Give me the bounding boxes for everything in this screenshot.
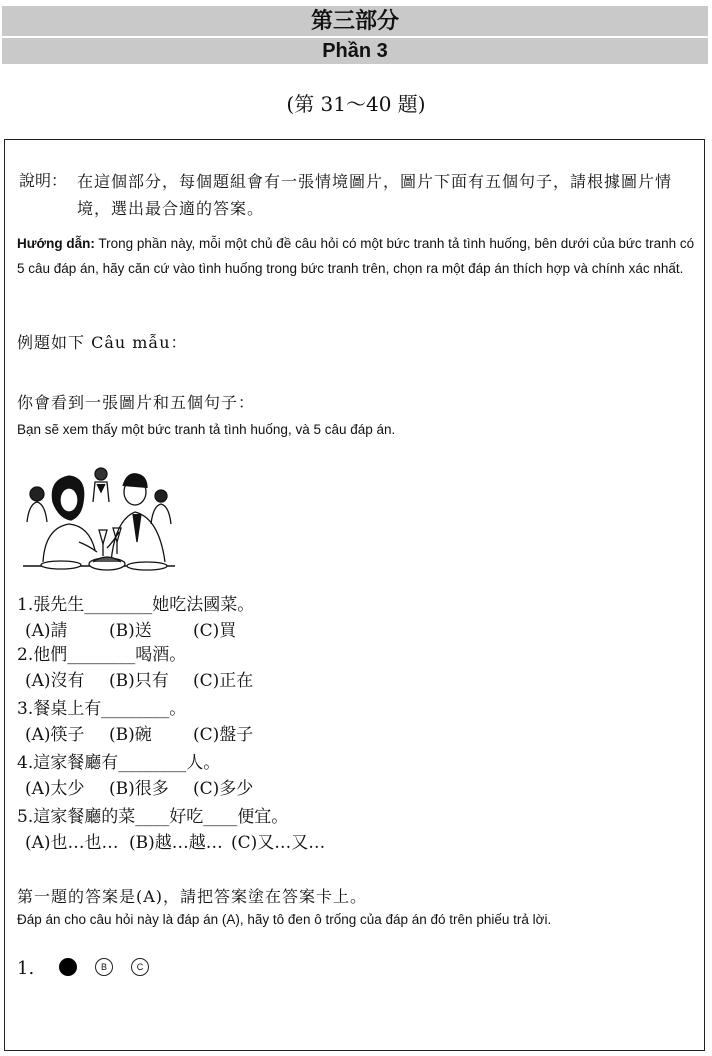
- example-see-zh: 你會看到一張圖片和五個句子：: [17, 393, 256, 412]
- question-3: 3.餐桌上有________。: [17, 699, 187, 719]
- q3-option-c: (C)盤子: [193, 725, 254, 745]
- answer-bubble-a-filled[interactable]: [59, 958, 77, 976]
- q1-option-a: (A)請: [25, 621, 68, 641]
- instruction-vn: [17, 232, 697, 281]
- content-box: [4, 139, 705, 1051]
- q3-option-b: (B)碗: [109, 725, 152, 745]
- question-range: (第 31～40 題): [286, 92, 426, 116]
- instruction-text-zh: 在這個部分，每個題組會有一張情境圖片，圖片下面有五個句子，請根據圖片情境，選出最合適的答案。: [77, 172, 673, 218]
- answer-note-zh: 第一題的答案是(A)，請把答案塗在答案卡上。: [17, 887, 368, 906]
- q4-option-a: (A)太少: [25, 779, 85, 799]
- answer-sheet-number: 1.: [17, 958, 35, 979]
- question-5: 5.這家餐廳的菜____好吃____便宜。: [17, 807, 289, 827]
- restaurant-illustration: [23, 462, 175, 580]
- example-see-vn: Bạn sẽ xem thấy một bức tranh tả tình huống, và 5 câu đáp án.: [17, 422, 396, 437]
- q2-option-b: (B)只有: [109, 671, 169, 691]
- instruction-label-zh: 說明：: [19, 171, 68, 190]
- answer-bubble-c[interactable]: C: [131, 958, 149, 976]
- q4-option-b: (B)很多: [109, 779, 169, 799]
- question-4: 4.這家餐廳有________人。: [17, 753, 221, 773]
- q2-option-c: (C)正在: [193, 671, 254, 691]
- answer-note-vn: Đáp án cho câu hỏi này là đáp án (A), hãy tô đen ô trống của đáp án đó trên phiếu trả lời.: [17, 912, 552, 927]
- example-label: 例題如下 Câu mẫu：: [17, 333, 188, 352]
- q1-option-b: (B)送: [109, 621, 152, 641]
- q4-option-c: (C)多少: [193, 779, 254, 799]
- question-1: 1.張先生________她吃法國菜。: [17, 595, 255, 615]
- section-title-zh: 第三部分: [2, 6, 708, 36]
- section-title-vn: Phần 3: [2, 38, 708, 64]
- q5-option-b: (B)越…越…: [129, 833, 223, 853]
- q5-option-a: (A)也…也…: [25, 833, 119, 853]
- instruction-label-vn: Hướng dẫn:: [17, 236, 95, 251]
- answer-bubble-b[interactable]: B: [95, 958, 113, 976]
- q1-option-c: (C)買: [193, 621, 237, 641]
- question-2: 2.他們________喝酒。: [17, 645, 187, 665]
- q5-option-c: (C)又…又…: [231, 833, 326, 853]
- q3-option-a: (A)筷子: [25, 725, 85, 745]
- instruction-text-vn: Trong phần này, mỗi một chủ đề câu hỏi có một bức tranh tả tình huống, bên dưới của bức tranh có 5 câu đáp án, hãy căn cứ vào tình huống trong bức tranh trên, chọn ra một đáp án thích hợp và chính xác nhất.: [17, 236, 695, 276]
- q2-option-a: (A)沒有: [25, 671, 85, 691]
